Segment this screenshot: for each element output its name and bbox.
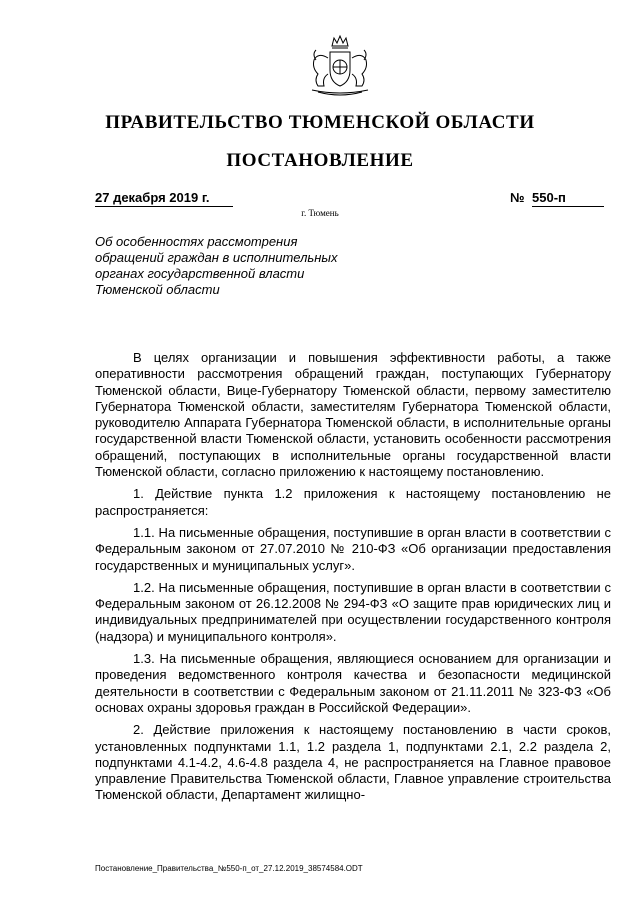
subject-line: обращений граждан в исполнительных <box>95 250 338 265</box>
body-paragraph: В целях организации и повышения эффективности работы, а также оперативности рассмотрения обращений граждан, поступающих Губернатору Тюменской области, Вице-Губернатору Тюменской области, первому заместителю Губернатора Тюменской области, заместителям Губернатора Тюменской области, руководителю Аппарата Губернатора Тюменской области, в исполнительные органы государственной власти Тюменской области, установить особенности рассмотрения обращений, поступающих в исполнительные органы государственной власти Тюменской области, согласно приложению к настоящему постановлению. <box>95 350 611 480</box>
document-body <box>95 350 611 810</box>
subject-line: Об особенностях рассмотрения <box>95 234 298 249</box>
number-label: № <box>510 190 525 205</box>
coat-of-arms-icon <box>304 32 376 100</box>
city: г. Тюмень <box>301 208 339 218</box>
body-paragraph: 1.1. На письменные обращения, поступившие в орган власти в соответствии с Федеральным законом от 27.07.2010 № 210-ФЗ «Об организации предоставления государственных и муниципальных услуг». <box>95 524 611 573</box>
body-paragraph: 1.2. На письменные обращения, поступившие в орган власти в соответствии с Федеральным законом от 26.12.2008 № 294-ФЗ «О защите прав юридических лиц и индивидуальных предпринимателей при осуществлении государственного контроля (надзора) и муниципального контроля». <box>95 579 611 644</box>
body-paragraph: 1.3. На письменные обращения, являющиеся основанием для организации и проведения ведомственного контроля качества и безопасности медицинской деятельности в соответствии с Федеральным законом от 21.11.2011 № 323-ФЗ «Об основах охраны здоровья граждан в Российской Федерации». <box>95 651 611 715</box>
document-date: 27 декабря 2019 г. <box>95 190 233 207</box>
document-number: 550-п <box>532 190 604 207</box>
body-paragraph: 1. Действие пункта 1.2 приложения к настоящему постановлению не распространяется: <box>95 486 611 518</box>
document-type: ПОСТАНОВЛЕНИЕ <box>226 150 414 171</box>
subject-line: органах государственной власти <box>95 266 305 281</box>
document-subject <box>95 234 365 298</box>
government-name: ПРАВИТЕЛЬСТВО ТЮМЕНСКОЙ ОБЛАСТИ <box>105 112 535 133</box>
body-paragraph: 2. Действие приложения к настоящему постановлению в части сроков, установленных подпунктами 1.1, 1.2 раздела 1, подпунктами 2.1, 2.2 раздела 2, подпунктами 4.1-4.2, 4.6-4.8 раздела 4, не распространяется на Главное правовое управление Правительства Тюменской области, Главное управление строительства Тюменской области, Департамент жилищно- <box>95 722 611 803</box>
footer-filename: Постановление_Правительства_№550-п_от_27.12.2019_38574584.ODT <box>95 864 363 873</box>
subject-line: Тюменской области <box>95 282 220 297</box>
